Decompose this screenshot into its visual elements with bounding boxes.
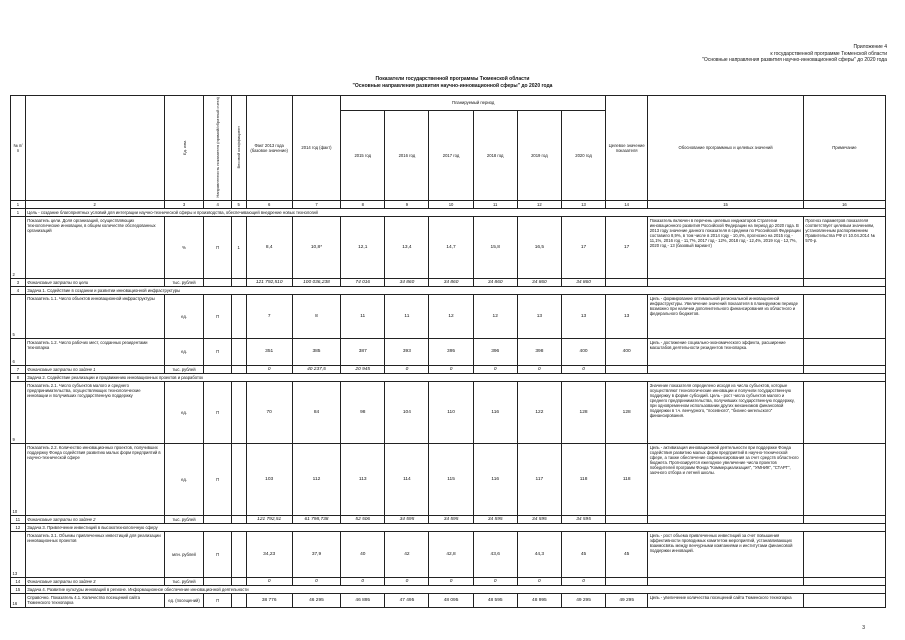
financing-row [11,515,886,523]
direction-cell: П [204,443,231,515]
plan-value-cell: 0 [341,577,385,585]
plan-value-cell: 110 [429,381,473,443]
plan-value-cell: 34 595 [385,515,429,523]
indicator-name: Показатель цели. Доля организаций, осуществляющих технологические инновации, в общем количестве обследованных организаций [25,216,164,278]
indicator-name: Справочно. Показатель 4.1. Количество посещений сайта Тюменского технопарка [25,593,164,607]
column-number-cell: 10 [429,200,473,208]
direction-cell: П [204,338,231,365]
plan-value-cell: 44,3 [517,531,561,577]
indicator-row [11,216,886,278]
target-cell [606,278,648,286]
row-number: 12 [11,523,26,531]
task-title: Задача 3. Привлечение инвестиций в высокотехнологичную сферу [25,523,885,531]
fact-2014-cell: 385 [292,338,340,365]
plan-value-cell: 113 [341,443,385,515]
plan-value-cell: 17 [561,216,605,278]
col-direction: Направленность показателя (прямой/обратный счета) [204,96,231,201]
rationale-cell: Цель - формирование оптимальной региональной инновационной инфраструктуры. Увеличение значений показателя в планируемом периоде возможно при наличии дополнительного финансирования из областного и федерального бюджетов. [648,294,804,338]
unit-cell: тыс. рублей [164,577,204,585]
indicator-name: Показатель 1.2. Число рабочих мест, созданных резидентами технопарка [25,338,164,365]
rationale-cell: Показатель включен в перечень целевых индикаторов Стратегии инновационного развития Российской Федерации на период до 2020 года. В 2013 году значение данного показателя в среднем по Российской Федерации составило 8,9%, в том числе в 2014 году - 10,4%, прогнозно на 2015 год - 11,1%, 2016 год - 11,7%, 2017 год - 12%, 2018 год - 12,4%, 2019 год - 12,7%, 2020 год - 13 (базовый вариант) [648,216,804,278]
target-cell [606,365,648,373]
direction-cell: П [204,381,231,443]
indicator-name: Показатель 2.2. Количество инновационных проектов, получивших поддержку Фонда содействия развитию малых форм предприятий в научно-технической сфере [25,443,164,515]
plan-value-cell: 0 [473,365,517,373]
plan-value-cell: 12 [473,294,517,338]
column-number-cell: 7 [292,200,340,208]
plan-value-cell: 46 895 [341,593,385,607]
rationale-cell [648,278,804,286]
weight-cell [231,278,246,286]
indicator-row [11,531,886,577]
column-number-cell: 13 [561,200,605,208]
plan-value-cell: 42,8 [429,531,473,577]
indicators-table [10,95,886,608]
plan-value-cell: 34 860 [561,278,605,286]
document-header [702,44,887,64]
task-title: Цель - создание благоприятных условий для интеграции научно-технической сферы и производства, обеспечивающей внедрение новых технологий [25,208,885,216]
direction-cell [204,577,231,585]
plan-value-cell: 34 860 [517,278,561,286]
row-number: 10 [11,443,26,515]
plan-value-cell: 115 [429,443,473,515]
plan-value-cell: 393 [385,338,429,365]
fact-2014-cell: 112 [292,443,340,515]
title-line2: "Основные направления развития научно-инновационной сферы" до 2020 года [352,82,553,89]
note-cell [803,593,885,607]
plan-value-cell: 117 [517,443,561,515]
column-number-cell: 5 [231,200,246,208]
target-cell: 13 [606,294,648,338]
weight-cell [231,365,246,373]
target-cell [606,577,648,585]
indicator-row [11,381,886,443]
unit-cell: тыс. рублей [164,365,204,373]
task-row [11,585,886,593]
plan-value-cell: 40 [341,531,385,577]
note-cell: Прогноз параметров показателя соответствует целевым значениям, установленным распоряжением Правительства РФ от 10.04.2014 № 570-р. [803,216,885,278]
task-title: Задача 2. Содействие реализации и продвижению инновационных проектов и разработок [25,373,885,381]
plan-value-cell: 122 [517,381,561,443]
plan-value-cell: 114 [385,443,429,515]
note-cell [803,338,885,365]
title-line1: Показатели государственной программы Тюменской области [375,76,530,82]
task-row [11,373,886,381]
task-row [11,286,886,294]
financing-label: Финансовые затраты по задаче 1 [25,365,164,373]
indicator-name: Показатель 1.1. Число объектов инновационной инфраструктуры [25,294,164,338]
row-number: 7 [11,365,26,373]
row-number: 15 [11,585,26,593]
column-number-cell: 15 [648,200,804,208]
note-cell [803,381,885,443]
column-number-cell: 3 [164,200,204,208]
plan-value-cell: 0 [429,365,473,373]
appendix-line3: "Основные направления развития научно-инновационной сферы" до 2020 года [702,57,887,63]
unit-cell: ед. [164,338,204,365]
fact-2014-cell: 0 [292,577,340,585]
weight-cell [231,577,246,585]
fact-2013-cell: 103 [246,443,292,515]
plan-value-cell: 387 [341,338,385,365]
weight-cell [231,593,246,607]
fact-2013-cell: 0 [246,577,292,585]
rationale-cell [648,365,804,373]
plan-value-cell: 104 [385,381,429,443]
unit-cell: тыс. рублей [164,515,204,523]
rationale-cell [648,515,804,523]
fact-2013-cell: 121 792,510 [246,278,292,286]
weight-cell [231,443,246,515]
plan-value-cell: 128 [561,381,605,443]
financing-row [11,365,886,373]
direction-cell [204,365,231,373]
financing-row [11,278,886,286]
plan-value-cell: 11 [341,294,385,338]
rationale-cell: Значение показателя определено исходя из числа субъектов, которые осуществляют технологические инновации и получили государственную поддержку в форме субсидий. Цель - рост числа субъектов малого и среднего предпринимательства, получивших государственную поддержку, при одновременном использовании других механизмов финансовой поддержки в т.ч. венчурного, "посевного", "бизнес-ангельского" финансирования. [648,381,804,443]
fact-2013-cell: 351 [246,338,292,365]
financing-label: Финансовые затраты по задаче 2 [25,515,164,523]
column-number-cell: 14 [606,200,648,208]
plan-value-cell: 398 [517,338,561,365]
column-number-cell: 1 [11,200,26,208]
task-title: Задача 4. Развитие культуры инноваций в регионе. Информационное обеспечение инновационной деятельности [25,585,885,593]
fact-2014-cell: 61 798,738 [292,515,340,523]
fact-2014-cell: 40 237,5 [292,365,340,373]
appendix-label: Приложение 4 [853,44,887,50]
plan-value-cell: 43,6 [473,531,517,577]
col-num: № п/п [11,96,26,201]
plan-value-cell: 16,5 [517,216,561,278]
task-title: Задача 1. Содействие в создании и развитии инновационной инфраструктуры [25,286,885,294]
row-number: 14 [11,577,26,585]
financing-row [11,577,886,585]
column-number-cell: 16 [803,200,885,208]
plan-value-cell: 34 860 [473,278,517,286]
plan-value-cell: 34 860 [385,278,429,286]
plan-value-cell: 20 945 [341,365,385,373]
plan-value-cell: 12 [429,294,473,338]
plan-value-cell: 47 495 [385,593,429,607]
indicator-row [11,338,886,365]
column-number-cell: 2 [25,200,164,208]
note-cell [803,531,885,577]
plan-value-cell: 74 016 [341,278,385,286]
row-number: 2 [11,216,26,278]
plan-value-cell: 0 [429,577,473,585]
task-row [11,523,886,531]
target-cell: 118 [606,443,648,515]
row-number: 9 [11,381,26,443]
unit-cell: ед. [164,381,204,443]
col-target: Целевое значение показателя [606,96,648,201]
plan-value-cell: 400 [561,338,605,365]
target-cell: 49 295 [606,593,648,607]
unit-cell: ед. (посещений) [164,593,204,607]
col-2020: 2020 год [561,110,605,200]
fact-2014-cell: 37,9 [292,531,340,577]
financing-label: Финансовые затраты по задаче 3 [25,577,164,585]
target-cell [606,515,648,523]
direction-cell: П [204,593,231,607]
fact-2013-cell: 38 776 [246,593,292,607]
row-number: 8 [11,373,26,381]
plan-value-cell: 0 [385,365,429,373]
indicator-row [11,443,886,515]
column-number-cell: 6 [246,200,292,208]
note-cell [803,278,885,286]
col-rationale: Обоснование программных и целевых значений [648,96,804,201]
plan-value-cell: 0 [561,577,605,585]
row-number: 11 [11,515,26,523]
plan-value-cell: 48 595 [473,593,517,607]
plan-value-cell: 48 095 [429,593,473,607]
unit-cell: ед. [164,443,204,515]
plan-value-cell: 395 [429,338,473,365]
fact-2013-cell: 7 [246,294,292,338]
plan-value-cell: 34 860 [429,278,473,286]
plan-value-cell: 12,1 [341,216,385,278]
indicator-name: Показатель 2.1. Число субъектов малого и среднего предпринимательства, осуществляющих технологические инновации и получивших государственную поддержку [25,381,164,443]
rationale-cell: Цель - увеличение количества посещений сайта Тюменского технопарка [648,593,804,607]
weight-cell [231,294,246,338]
plan-value-cell: 34 595 [517,515,561,523]
unit-cell: тыс. рублей [164,278,204,286]
unit-cell: млн. рублей [164,531,204,577]
plan-value-cell: 11 [385,294,429,338]
plan-value-cell: 0 [517,365,561,373]
plan-value-cell: 0 [473,577,517,585]
column-number-cell: 11 [473,200,517,208]
note-cell [803,515,885,523]
plan-value-cell: 34 595 [473,515,517,523]
appendix-line2: к государственной программе Тюменской области [770,50,887,57]
row-number: 4 [11,286,26,294]
direction-cell: П [204,216,231,278]
column-number-cell: 12 [517,200,561,208]
note-cell [803,577,885,585]
fact-2014-cell: 46 295 [292,593,340,607]
plan-value-cell: 0 [561,365,605,373]
weight-cell [231,338,246,365]
plan-value-cell: 42 [385,531,429,577]
plan-value-cell: 48 995 [517,593,561,607]
column-number-cell: 8 [341,200,385,208]
plan-value-cell: 45 [561,531,605,577]
note-cell [803,443,885,515]
indicator-row [11,593,886,607]
fact-2014-cell: 8 [292,294,340,338]
plan-value-cell: 0 [517,577,561,585]
unit-cell: ед. [164,294,204,338]
plan-value-cell: 34 595 [429,515,473,523]
unit-cell: % [164,216,204,278]
row-number: 5 [11,294,26,338]
note-cell [803,365,885,373]
direction-cell [204,515,231,523]
plan-value-cell: 0 [385,577,429,585]
row-number: 16 [11,593,26,607]
target-cell: 400 [606,338,648,365]
plan-value-cell: 118 [561,443,605,515]
row-number: 1 [11,208,26,216]
direction-cell: П [204,531,231,577]
col-fact2014: 2014 год (факт) [292,96,340,201]
column-number-row [11,200,886,208]
col-2019: 2019 год [517,110,561,200]
col-2017: 2017 год [429,110,473,200]
rationale-cell: Цель - активизация инновационной деятельности при поддержке Фонда содействия развитию малых форм предприятий в научно-технической сфере, а также обеспечение софинансирования за счет средств областного бюджета. Прогнозируется ежегодное увеличение числа проектов победителей программ Фонда "Коммерциализация", "УМНИК", "СТАРТ", заочного отбора и летней школы. [648,443,804,515]
fact-2013-cell: 70 [246,381,292,443]
target-cell: 128 [606,381,648,443]
plan-value-cell: 13 [561,294,605,338]
row-number: 6 [11,338,26,365]
col-2018: 2018 год [473,110,517,200]
plan-value-cell: 34 595 [561,515,605,523]
fact-2013-cell: 121 792,51 [246,515,292,523]
plan-value-cell: 15,8 [473,216,517,278]
task-row [11,208,886,216]
row-number: 13 [11,531,26,577]
column-number-cell: 4 [204,200,231,208]
rationale-cell: Цель - достижение социально-экономического эффекта, расширение масштабов деятельности резидентов технопарка. [648,338,804,365]
direction-cell [204,278,231,286]
plan-value-cell: 14,7 [429,216,473,278]
weight-cell [231,531,246,577]
rationale-cell [648,577,804,585]
plan-value-cell: 49 295 [561,593,605,607]
indicator-name: Показатель 3.1. Объемы привлеченных инвестиций для реализации инновационных проектов [25,531,164,577]
plan-value-cell: 13,4 [385,216,429,278]
plan-value-cell: 13 [517,294,561,338]
fact-2014-cell: 84 [292,381,340,443]
document-title [0,76,905,89]
col-name [25,96,164,201]
col-weight: Весовой коэффициент [231,96,246,201]
weight-cell: 1 [231,216,246,278]
direction-cell: П [204,294,231,338]
weight-cell [231,515,246,523]
fact-2013-cell: 34,23 [246,531,292,577]
plan-value-cell: 52 506 [341,515,385,523]
plan-value-cell: 396 [473,338,517,365]
col-planned: Планируемый период [341,96,606,111]
indicator-row [11,294,886,338]
plan-value-cell: 116 [473,381,517,443]
fact-2013-cell: 8,4 [246,216,292,278]
column-number-cell: 9 [385,200,429,208]
col-note: Примечание [803,96,885,201]
col-fact2013: Факт 2013 года (базовое значение) [246,96,292,201]
col-unit: Ед. изм. [164,96,204,201]
plan-value-cell: 116 [473,443,517,515]
fact-2014-cell: 10,8* [292,216,340,278]
rationale-cell: Цель - рост объема привлеченных инвестиций за счет повышения эффективности проводимых комитетом мероприятий, устанавливающих взаимосвязь между венчурными компаниями и институтами финансовой поддержки инноваций. [648,531,804,577]
target-cell: 17 [606,216,648,278]
col-2016: 2016 год [385,110,429,200]
row-number: 3 [11,278,26,286]
note-cell [803,294,885,338]
weight-cell [231,381,246,443]
plan-value-cell: 98 [341,381,385,443]
financing-label: Финансовые затраты по цели [25,278,164,286]
col-2015: 2015 год [341,110,385,200]
fact-2014-cell: 100 036,238 [292,278,340,286]
page-number: 3 [862,625,865,631]
fact-2013-cell: 0 [246,365,292,373]
target-cell: 45 [606,531,648,577]
